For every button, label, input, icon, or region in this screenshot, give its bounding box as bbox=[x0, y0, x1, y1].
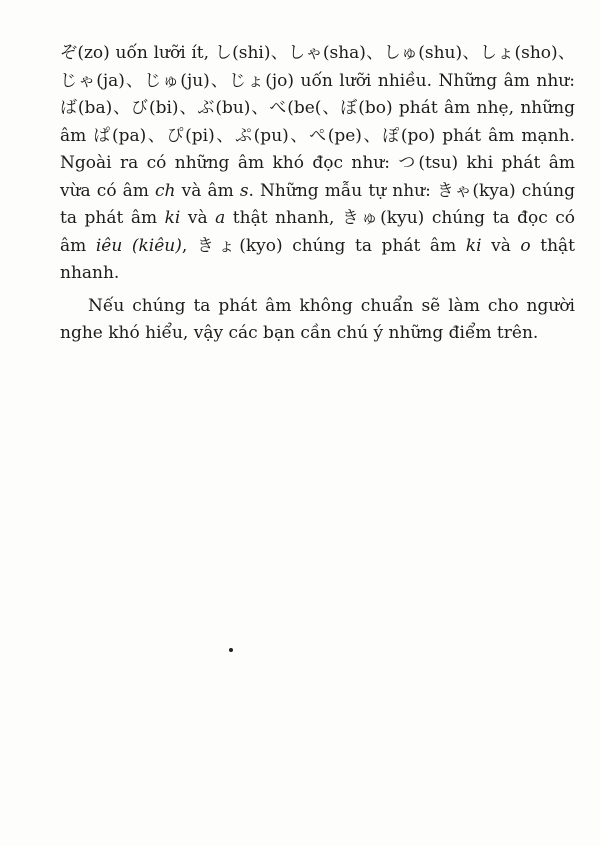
text-run-italic: a bbox=[215, 208, 226, 228]
text-run: thật nhanh, きゅ(kyu) chúng ta đọc có âm bbox=[60, 208, 576, 256]
text-run-italic: iêu (kiêu) bbox=[95, 235, 182, 256]
text-run: và âm bbox=[175, 180, 240, 201]
text-run: và bbox=[180, 208, 216, 228]
text-run: và bbox=[481, 235, 521, 256]
text-run: thật nhanh. bbox=[60, 235, 575, 283]
ink-speck bbox=[229, 648, 233, 652]
text-run-italic: s bbox=[239, 180, 249, 201]
text-run: . Những mẫu tự như: きゃ(kya) chúng ta phát âm bbox=[60, 180, 575, 228]
paragraph-pronunciation-rules bbox=[60, 40, 575, 288]
text-run: ぞ(zo) uốn lưỡi ít, し(shi)、しゃ(sha)、しゅ(shu)、しょ(sho)、じゃ(ja)、じゅ(ju)、じょ(jo) uốn lưỡi nhiều. Những âm như: ば(ba)、び(bi)、ぶ(bu)、べ(be(、ぼ(bo) phát âm nhẹ, những âm ぱ(pa)、ぴ(pi)、ぷ(pu)、ぺ(pe)、ぽ(po) phát âm mạnh. Ngoài ra có những âm khó đọc như: つ(tsu) khi phát âm vừa có âm bbox=[60, 43, 575, 201]
text-run-italic: ki bbox=[164, 208, 181, 228]
text-run-italic: ki bbox=[465, 235, 482, 256]
text-run: , きょ(kyo) chúng ta phát âm bbox=[181, 235, 466, 256]
document-page bbox=[60, 40, 575, 348]
text-run-italic: o bbox=[520, 235, 531, 256]
paragraph-conclusion: Nếu chúng ta phát âm không chuẩn sẽ làm cho người nghe khó hiểu, vậy các bạn cần chú ý những điểm trên. bbox=[60, 295, 575, 343]
text-run-italic: ch bbox=[155, 180, 176, 201]
